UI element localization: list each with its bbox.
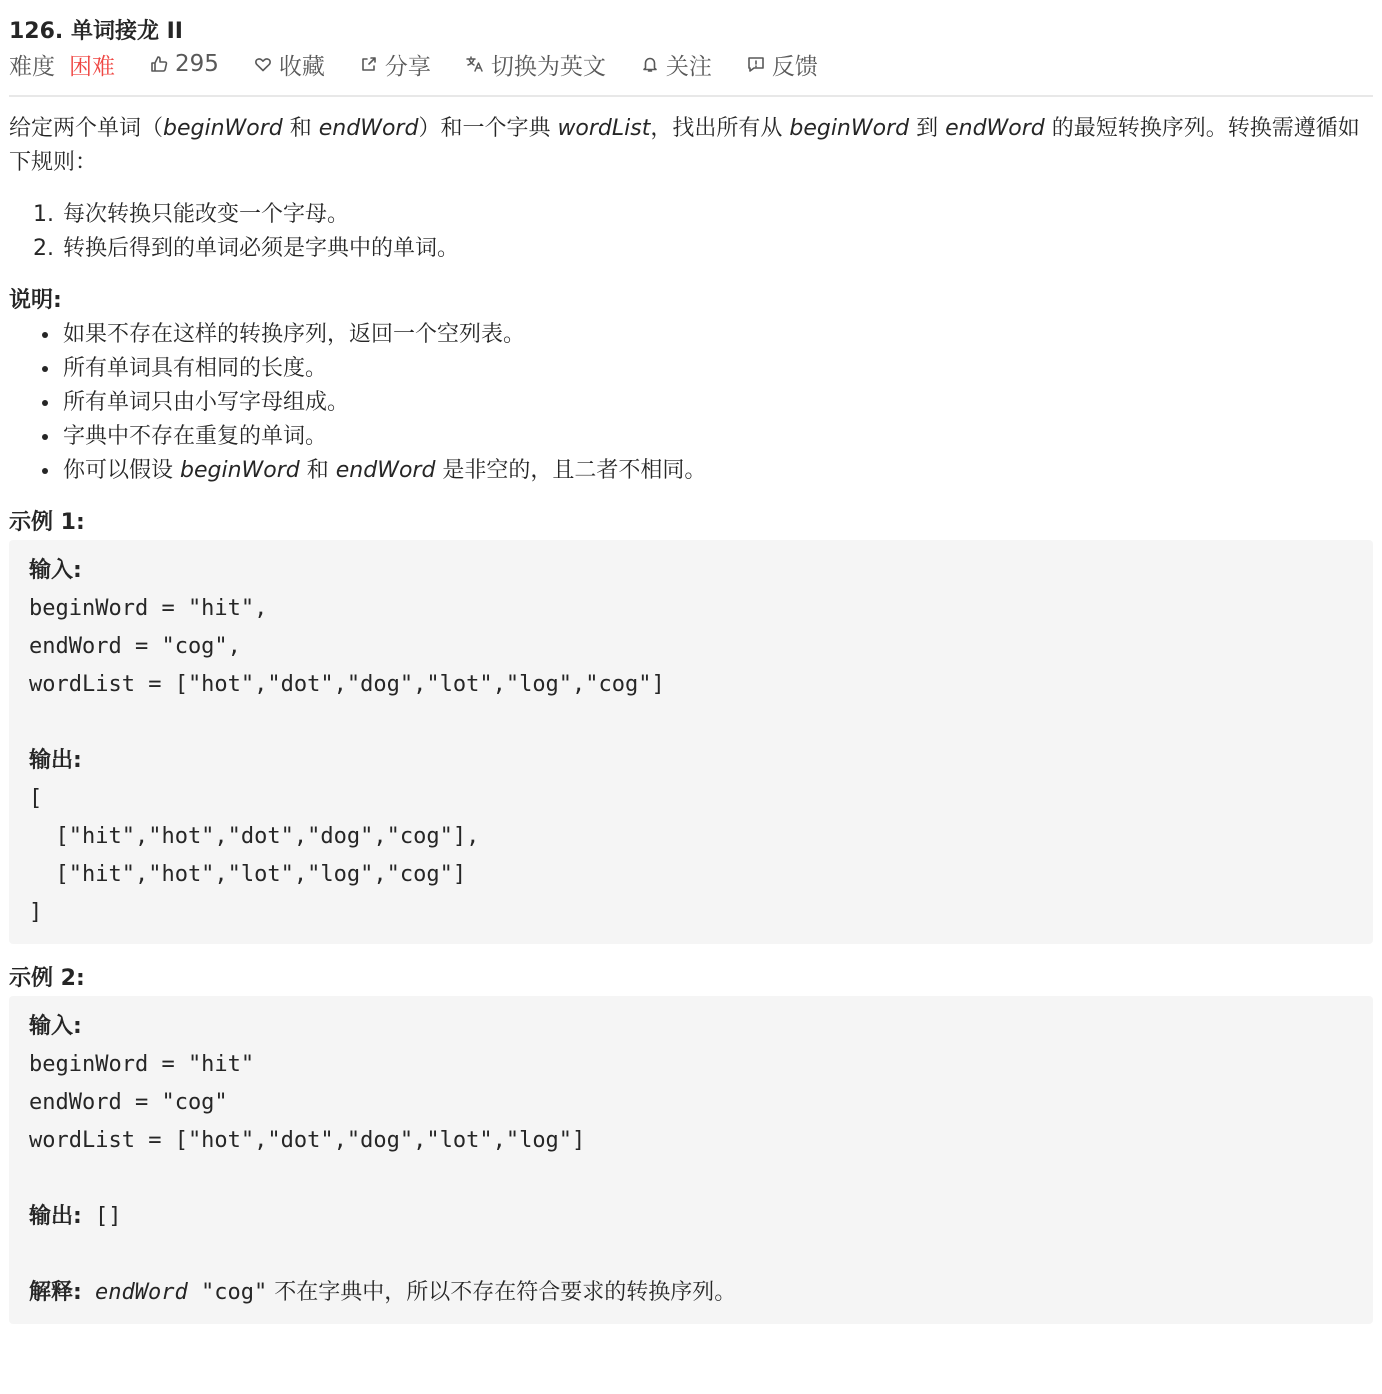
note-begin-word: beginWord xyxy=(180,458,300,483)
example-2-heading: 示例 2: xyxy=(9,966,85,991)
example-2-input-label: 输入: xyxy=(29,1014,82,1039)
example-2-explain-word: endWord xyxy=(81,1280,188,1305)
code-line: ] xyxy=(29,900,43,925)
follow-button[interactable] xyxy=(640,48,712,81)
share-label: 分享 xyxy=(384,53,431,80)
difficulty-badge: 困难 xyxy=(69,53,115,80)
favorite-button[interactable] xyxy=(253,48,325,81)
example-1-heading: 示例 1: xyxy=(9,510,85,535)
follow-label: 关注 xyxy=(665,53,712,80)
like-count: 295 xyxy=(175,51,219,77)
feedback-label: 反馈 xyxy=(771,53,818,80)
code-line: ["hit","hot","dot","dog","cog"], xyxy=(29,824,480,849)
notes-list xyxy=(9,318,1373,488)
intro-text: 到 xyxy=(909,116,946,141)
switch-language-label: 切换为英文 xyxy=(490,53,606,80)
code-line: endWord = "cog" xyxy=(29,1090,228,1115)
rules-list xyxy=(9,198,1373,266)
problem-title: 126. 单词接龙 II xyxy=(9,19,183,44)
note-item xyxy=(61,454,1373,488)
thumbs-up-icon xyxy=(149,54,169,74)
problem-intro xyxy=(9,112,1373,180)
intro-text: ，找出所有从 xyxy=(650,116,790,141)
intro-end-word: endWord xyxy=(945,116,1045,141)
note-text: 你可以假设 xyxy=(63,458,180,483)
heart-icon xyxy=(253,54,273,74)
example-2-explain-quote: "cog" xyxy=(187,1280,268,1305)
example-2-output-label: 输出: xyxy=(29,1204,82,1229)
favorite-label: 收藏 xyxy=(278,53,325,80)
code-line: beginWord = "hit" xyxy=(29,1052,255,1077)
example-2-output-value: [] xyxy=(81,1204,122,1229)
intro-begin-word: beginWord xyxy=(789,116,910,141)
difficulty-label: 难度 xyxy=(9,53,55,80)
share-button[interactable] xyxy=(359,48,431,81)
bell-icon xyxy=(640,54,660,74)
code-line: [ xyxy=(29,786,43,811)
translate-icon xyxy=(465,54,485,74)
intro-text: 给定两个单词（ xyxy=(9,116,164,141)
feedback-icon xyxy=(746,54,766,74)
intro-word-list: wordList xyxy=(557,116,651,141)
rule-item: 1. 每次转换只能改变一个字母。 xyxy=(61,198,1373,232)
note-item: • 所有单词具有相同的长度。 xyxy=(61,352,1373,386)
problem-meta-bar xyxy=(9,47,852,81)
example-1-input-label: 输入: xyxy=(29,558,82,583)
code-line: beginWord = "hit", xyxy=(29,596,268,621)
note-item: • 所有单词只由小写字母组成。 xyxy=(61,386,1373,420)
code-line: wordList = ["hot","dot","dog","lot","log","cog"] xyxy=(29,672,665,697)
note-item: • 字典中不存在重复的单词。 xyxy=(61,420,1373,454)
intro-begin-word: beginWord xyxy=(163,116,283,141)
example-1-output-label: 输出: xyxy=(29,748,82,773)
example-1-code-block xyxy=(9,540,1373,944)
intro-text: 和 xyxy=(282,116,319,141)
share-icon xyxy=(359,54,379,74)
code-line: ["hit","hot","lot","log","cog"] xyxy=(29,862,467,887)
code-line: wordList = ["hot","dot","dog","lot","log"] xyxy=(29,1128,586,1153)
notes-heading: 说明: xyxy=(9,288,62,313)
note-text: 是非空的，且二者不相同。 xyxy=(435,458,707,483)
note-text: 和 xyxy=(299,458,336,483)
example-2-code-block xyxy=(9,996,1373,1324)
intro-text: 的最短转换序列。转换需遵循如下规则： xyxy=(9,116,1360,175)
example-2-explain-text: 不在字典中，所以不存在符合要求的转换序列。 xyxy=(267,1280,737,1305)
intro-end-word: endWord xyxy=(318,116,419,141)
like-button[interactable] xyxy=(149,51,219,77)
switch-language-button[interactable] xyxy=(465,48,606,81)
note-item: • 如果不存在这样的转换序列，返回一个空列表。 xyxy=(61,318,1373,352)
code-line: endWord = "cog", xyxy=(29,634,241,659)
feedback-button[interactable] xyxy=(746,48,818,81)
problem-description xyxy=(9,112,1373,1342)
intro-text: ）和一个字典 xyxy=(418,116,558,141)
rule-item: 2. 转换后得到的单词必须是字典中的单词。 xyxy=(61,232,1373,266)
note-end-word: endWord xyxy=(335,458,436,483)
example-2-explain-label: 解释: xyxy=(29,1280,82,1305)
header-divider xyxy=(9,95,1373,97)
